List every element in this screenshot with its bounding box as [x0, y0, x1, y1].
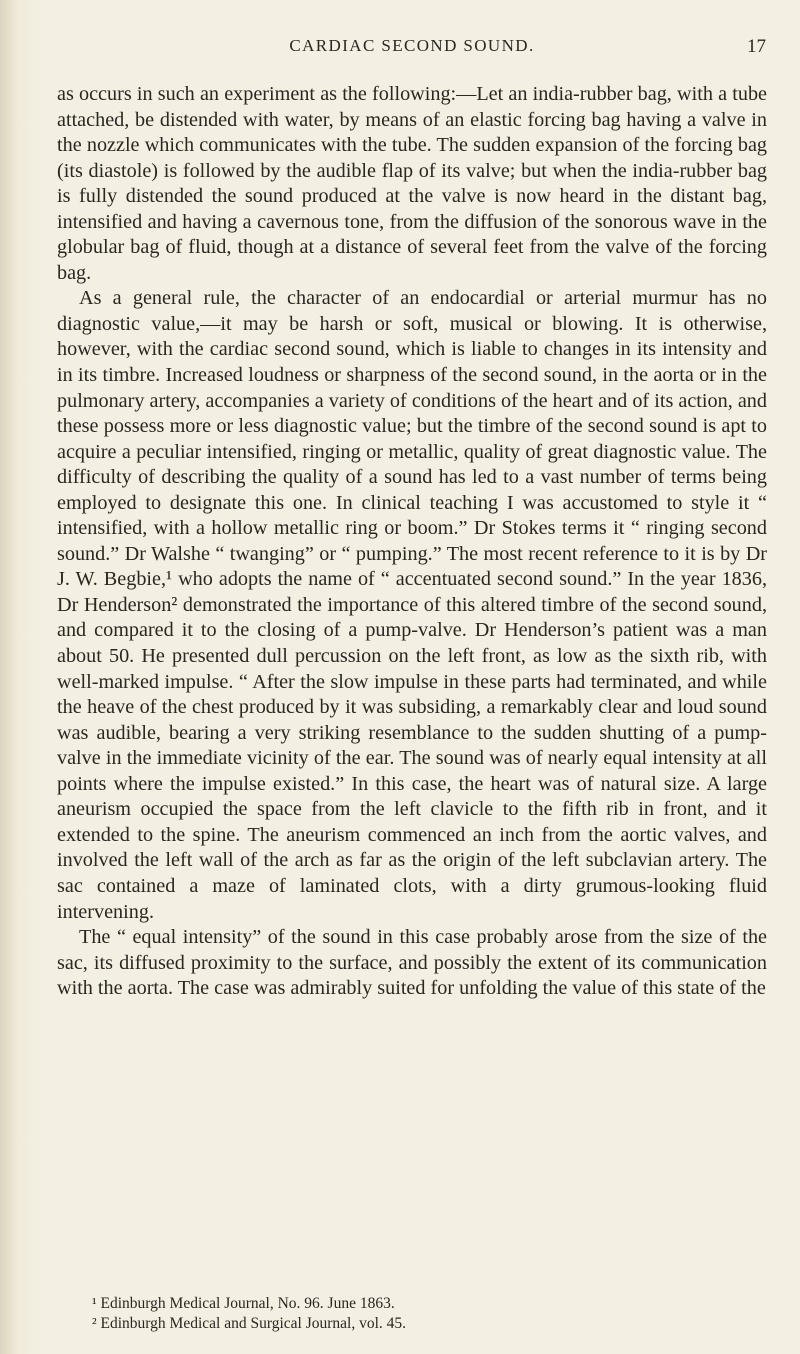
page-header: [58, 36, 766, 62]
page-number: 17: [747, 36, 766, 57]
footnote: ² Edinburgh Medical and Surgical Journal, vol. 45.: [92, 1315, 407, 1332]
footnotes: [92, 1294, 752, 1334]
paragraph: As a general rule, the character of an endocardial or arterial murmur has no diagnostic value,—it may be harsh or soft, musical or blowing. It is otherwise, however, with the cardiac second sound, which is liable to changes in its intensity and in its timbre. Increased loudness or sharpness of the second sound, in the aorta or in the pulmonary artery, accompanies a variety of conditions of the heart and of its action, and these possess more or less diagnostic value; but the timbre of the second sound is apt to acquire a peculiar intensified, ringing or metallic, quality of great diagnostic value. The difficulty of describing the quality of a sound has led to a vast number of terms being employed to designate this one. In clinical teaching I was accustomed to style it “ intensified, with a hollow metallic ring or boom.” Dr Stokes terms it “ ringing second sound.” Dr Walshe “ twanging” or “ pumping.” The most recent reference to it is by Dr J. W. Begbie,¹ who adopts the name of “ accentuated second sound.” In the year 1836, Dr Henderson² demonstrated the importance of this altered timbre of the second sound, and compared it to the closing of a pump-valve. Dr Henderson’s patient was a man about 50. He presented dull percussion on the left front, as low as the sixth rib, with well-marked impulse. “ After the slow impulse in these parts had terminated, and while the heave of the chest produced by it was subsiding, a remarkably clear and loud sound was audible, bearing a very striking resemblance to the sudden shutting of a pump-valve in the immediate vicinity of the ear. The sound was of nearly equal intensity at all points where the impulse existed.” In this case, the heart was of natural size. A large aneurism occupied the space from the left clavicle to the fifth rib in front, and it extended to the spine. The aneurism commenced an inch from the aortic valves, and involved the left wall of the arch as far as the origin of the left subclavian artery. The sac contained a maze of laminated clots, with a dirty grumous-looking fluid intervening.: [57, 287, 767, 923]
footnote: ¹ Edinburgh Medical Journal, No. 96. June 1863.: [92, 1295, 395, 1312]
paragraph: as occurs in such an experiment as the following:—Let an india-rubber bag, with a tube attached, be distended with water, by means of an elastic forcing bag having a valve in the nozzle which communicates with the tube. The sudden expansion of the forcing bag (its diastole) is followed by the audible flap of its valve; but when the india-rubber bag is fully distended the sound produced at the valve is now heard in the distant bag, intensified and having a cavernous tone, from the diffusion of the sonorous wave in the globular bag of fluid, though at a distance of several feet from the valve of the forcing bag.: [57, 83, 767, 284]
paragraph: The “ equal intensity” of the sound in this case probably arose from the size of the sac, its diffused proximity to the surface, and possibly the extent of its communication with the aorta. The case was admirably suited for unfolding the value of this state of the: [57, 926, 767, 1000]
body-text: [57, 82, 767, 1002]
running-head: CARDIAC SECOND SOUND.: [289, 36, 535, 55]
